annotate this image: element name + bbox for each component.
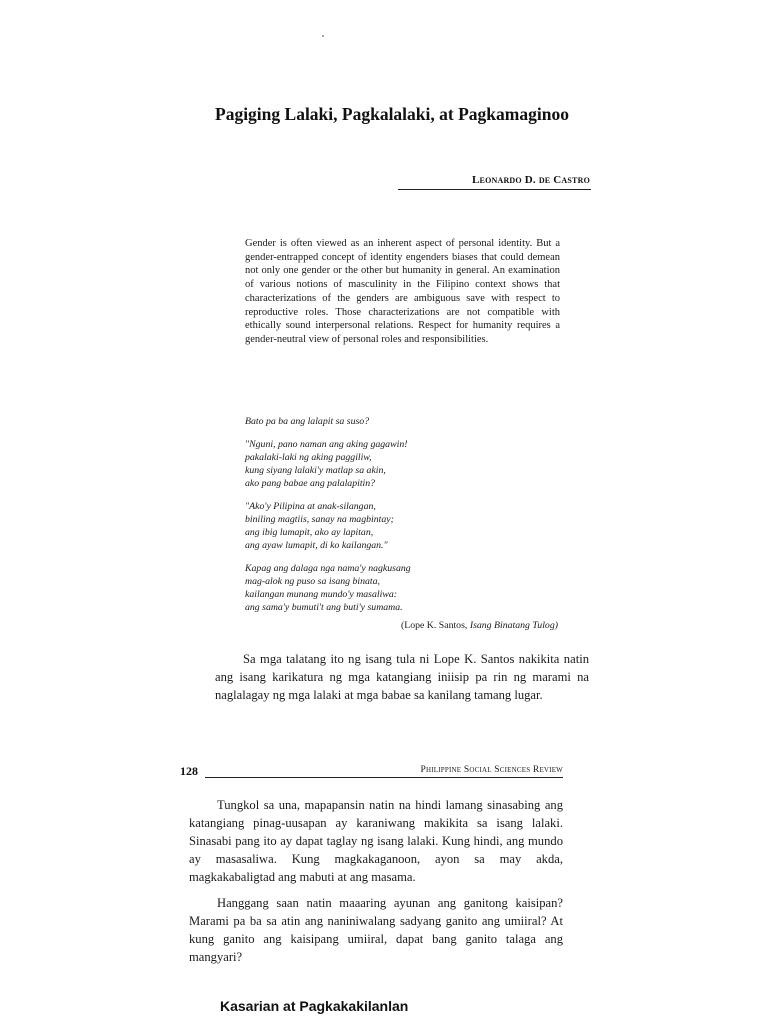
poem-line: kung siyang lalaki'y matlap sa akin, (245, 465, 386, 476)
poem-line: Kapag ang dalaga nga nama'y nagkusang (245, 563, 411, 574)
abstract: Gender is often viewed as an inherent aspect of personal identity. But a gender-entrapped concept of identity engenders biases that could demean not only one gender or the other but humanity in general. An examination of various notions of masculinity in the Filipino context shows that characterizations of the genders are ambiguous save with respect to reproductive roles. Those characterizations are not compatible with ethically sound interpersonal relations. Respect for humanity requires a gender-neutral view of personal roles and responsibilities. (245, 238, 560, 345)
poem-line: ang ibig lumapit, ako ay lapitan, (245, 527, 374, 538)
page-number: 128 (180, 764, 198, 778)
section-heading: Kasarian at Pagkakakilanlan (220, 998, 409, 1014)
body-paragraph: Tungkol sa una, mapapansin natin na hindi lamang sinasabing ang katangiang pinag-uusapan ay karaniwang makikita sa isang lalaki. Sinasabi pang ito ay dapat taglay ng isang lalaki. Kung hindi, ang mundo ay masasaliwa. Kung magkakaganoon, ayon sa may akda, magkakabaligtad ang mabuti at ang masama. (189, 798, 563, 884)
article-title: Pagiging Lalaki, Pagkalalaki, at Pagkamaginoo (215, 104, 569, 124)
attribution-work: Isang Binatang Tulog) (469, 620, 558, 631)
poem-attribution (245, 620, 558, 631)
poem-line: kailangan munang mundo'y masaliwa: (245, 589, 398, 600)
journal-name: Philippine Social Sciences Review (420, 765, 563, 775)
intro-paragraph-text: Sa mga talatang ito ng isang tula ni Lope K. Santos nakikita natin ang isang karikatura ng mga katangiang iniisip pa rin ng marami na naglalagay ng mga lalaki at mga babae sa kanilang tamang lugar. (215, 652, 589, 702)
scan-speck (322, 35, 324, 37)
poem-line: "Ako'y Pilipina at anak-silangan, (245, 501, 376, 512)
body-text (189, 796, 563, 974)
poem-stanza (245, 415, 565, 428)
poem-stanza (245, 562, 565, 614)
poem-line: pakalaki-laki ng aking paggiliw, (245, 452, 372, 463)
intro-paragraph (215, 650, 589, 704)
author-name: Leonardo D. de Castro (472, 174, 590, 186)
poem-excerpt (245, 415, 565, 624)
author-rule (398, 189, 591, 190)
attribution-author: (Lope K. Santos, (400, 620, 468, 631)
poem-stanza (245, 438, 565, 490)
poem-stanza (245, 500, 565, 552)
poem-line: ang sama'y bumuti't ang buti'y sumama. (245, 602, 403, 613)
poem-line: mag-alok ng puso sa isang binata, (245, 576, 380, 587)
poem-line: ako pang babae ang palalapitin? (245, 478, 376, 489)
body-paragraph: Hanggang saan natin maaaring ayunan ang ganitong kaisipan? Marami pa ba sa atin ang naniniwalang sadyang ganito ang umiiral? At kung ganito ang kaisipang umiiral, dapat bang ganito talaga ang mangyari? (189, 896, 563, 964)
poem-line: biniling magtiis, sanay na magbintay; (245, 514, 394, 525)
poem-line: Bato pa ba ang lalapit sa suso? (245, 416, 370, 427)
poem-line: "Nguni, pano naman ang aking gagawin! (245, 439, 408, 450)
footer-rule (205, 777, 563, 778)
poem-line: ang ayaw lumapit, di ko kailangan." (245, 540, 388, 551)
